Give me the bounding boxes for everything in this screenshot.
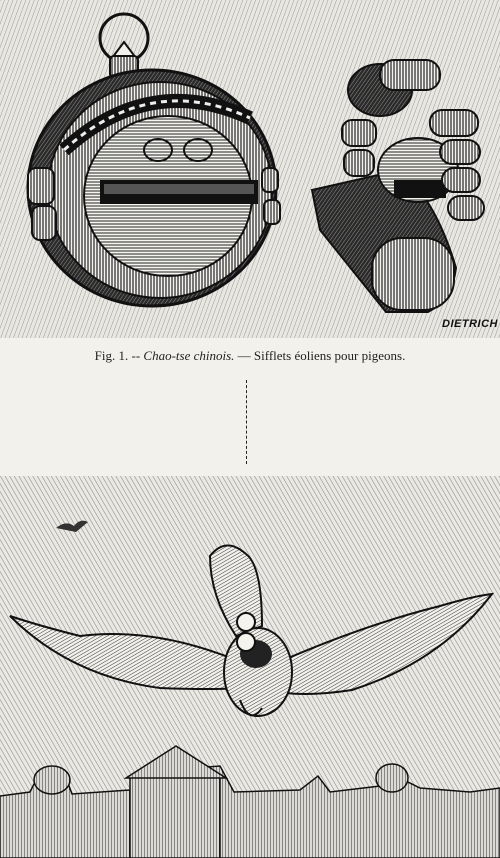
caption-prefix: Fig. 1. --: [94, 348, 141, 363]
caption-title: Chao-tse chinois.: [143, 348, 235, 363]
column-divider: [246, 380, 248, 464]
pigeon-engraving: [0, 476, 500, 858]
engraver-signature: DIETRICH: [442, 318, 498, 330]
whistles-engraving: [0, 0, 500, 338]
figure-caption: [0, 348, 500, 364]
caption-rest: — Sifflets éoliens pour pigeons.: [237, 348, 406, 363]
